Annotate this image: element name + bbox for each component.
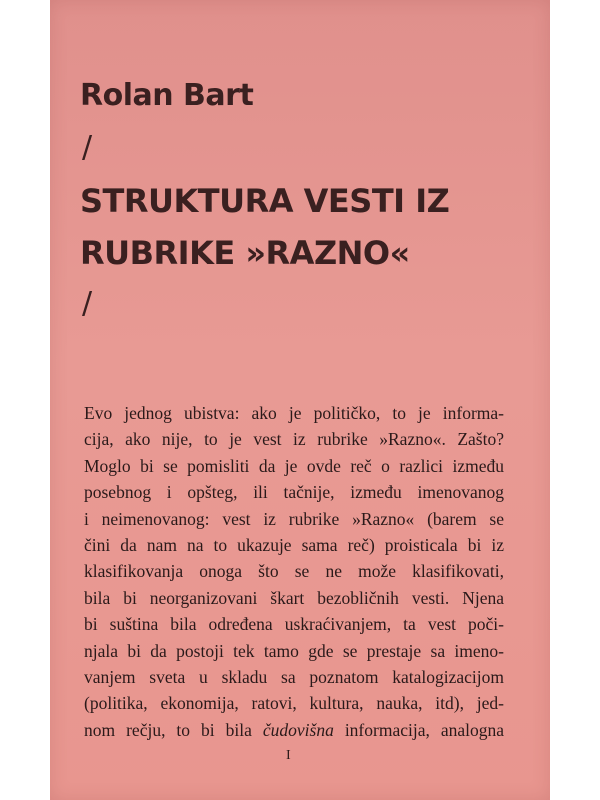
page-number: I — [286, 748, 291, 763]
body-line: bila bi neorganizovani škart bezobličnih vesti. Njena — [84, 587, 504, 608]
emphasized-word: čudovišna — [262, 719, 334, 740]
title-line-1: STRUKTURA VESTI IZ — [80, 182, 450, 220]
body-line: Evo jednog ubistva: ako je političko, to je informa- — [84, 403, 504, 423]
body-line: vanjem sveta u skladu sa poznatom katalogizacijom — [84, 667, 504, 688]
body-paragraph — [84, 400, 504, 743]
body-line-last — [84, 717, 504, 743]
author-name: Rolan Bart — [80, 78, 254, 113]
body-line: i neimenovanog: vest iz rubrike »Razno« (barem se — [84, 508, 504, 529]
body-line: Moglo bi se pomisliti da je ovde reč o razlici između — [84, 455, 504, 476]
title-line-2: RUBRIKE »RAZNO« — [80, 234, 410, 272]
title-separator-bottom: / — [82, 286, 93, 321]
title-separator-top: / — [82, 130, 93, 165]
body-text-segment: informacija, analogna — [333, 719, 504, 740]
body-line: bi suština bila određena uskraćivanjem, ta vest poči- — [84, 614, 504, 635]
body-line: čini da nam na to ukazuje sama reč) proisticala bi iz — [84, 535, 504, 556]
body-line: (politika, ekonomija, ratovi, kultura, nauka, itd), jed- — [84, 693, 504, 714]
body-text-segment: nom rečju, to bi bila — [84, 719, 263, 740]
body-line: posebnog i opšteg, ili tačnije, između imenovanog — [84, 482, 504, 503]
body-line: klasifikovanja onoga što se ne može klasifikovati, — [84, 561, 504, 582]
body-line: njala bi da postoji tek tamo gde se prestaje sa imeno- — [84, 640, 504, 661]
body-line: cija, ako nije, to je vest iz rubrike »Razno«. Zašto? — [84, 429, 504, 450]
